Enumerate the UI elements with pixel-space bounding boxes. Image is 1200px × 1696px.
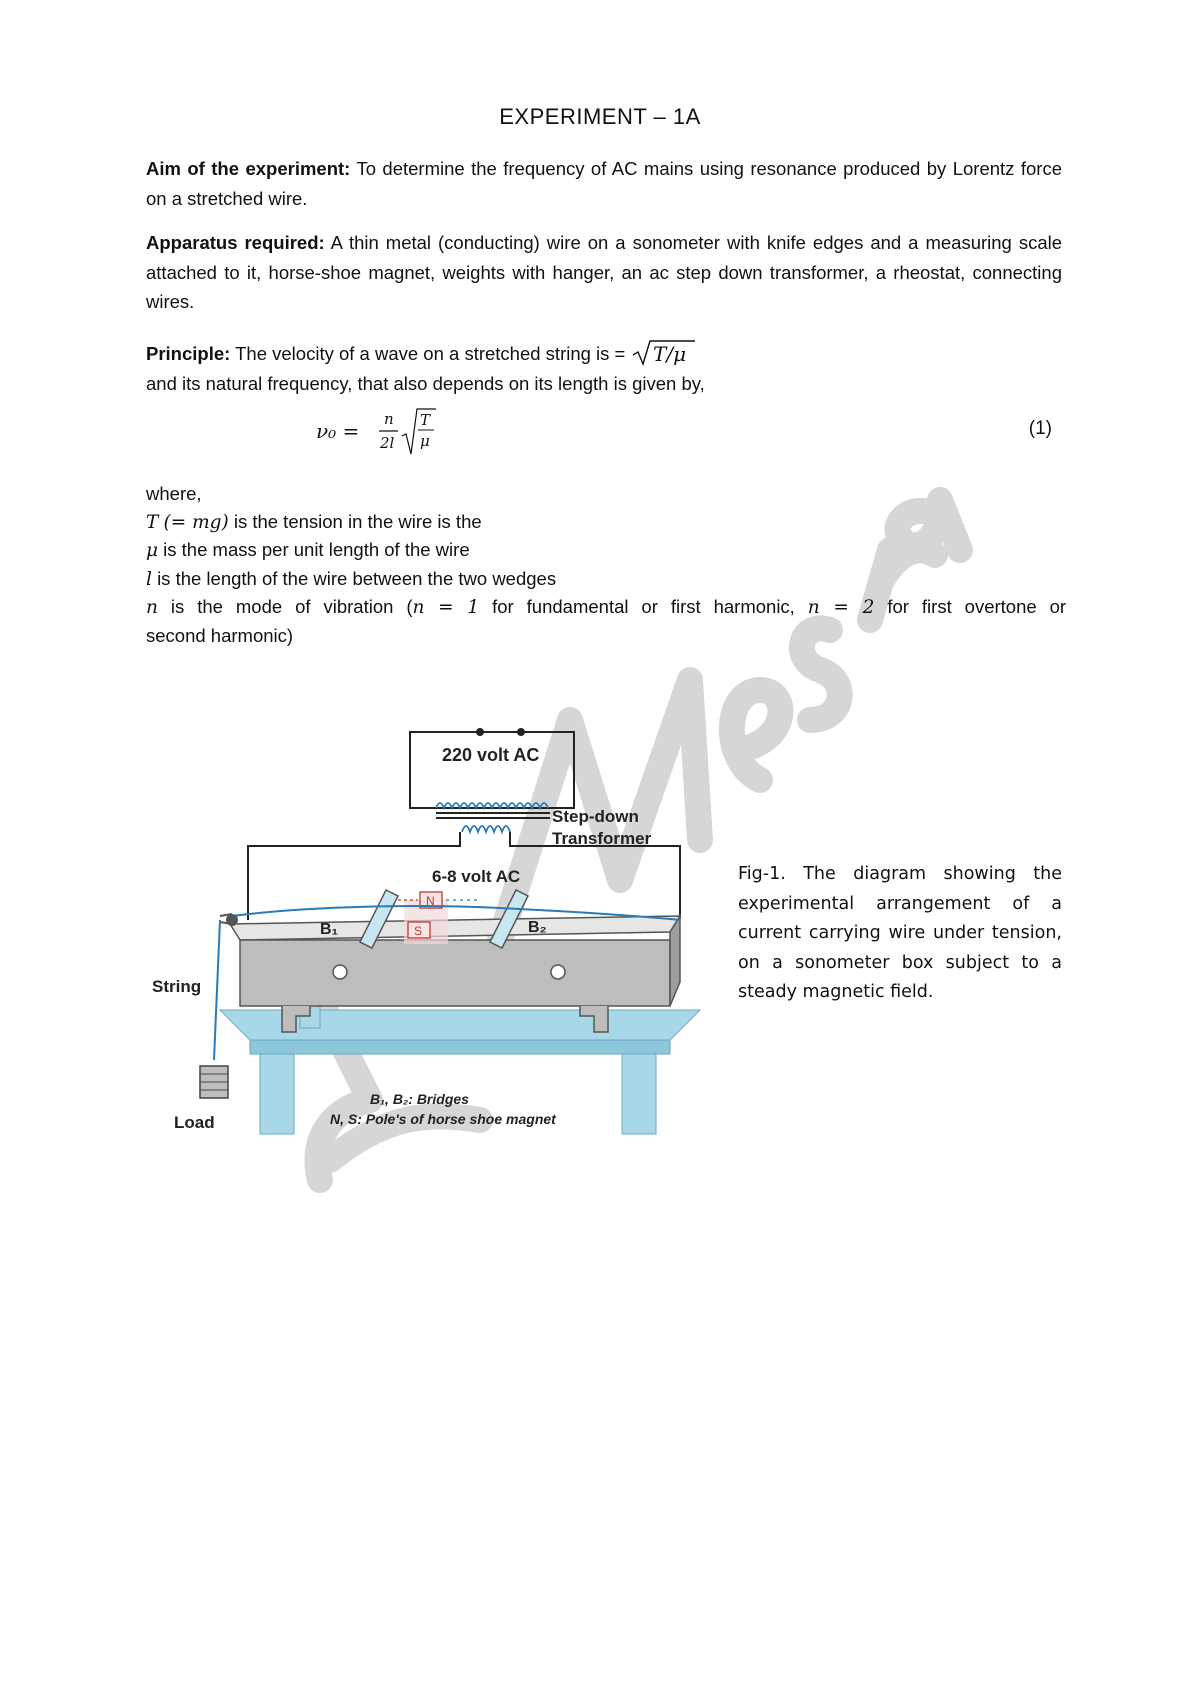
svg-text:T/μ: T/μ <box>652 342 686 366</box>
length-text: is the length of the wire between the two wedges <box>157 567 557 589</box>
mu-text: is the mass per unit length of the wire <box>163 539 470 560</box>
legend-poles: N, S: Pole's of horse shoe magnet <box>330 1111 556 1127</box>
mode-def <box>146 593 1066 622</box>
transformer-label-2: Transformer <box>552 829 652 848</box>
bridge-b2-label: B₂ <box>528 919 547 936</box>
length-symbol: l <box>146 568 152 590</box>
aim-paragraph <box>146 154 1062 213</box>
eq-denominator: 2l <box>380 434 395 452</box>
eq-lhs: ν₀ = <box>316 419 360 443</box>
principle-label: Principle: <box>146 343 231 364</box>
supply-label: 220 volt AC <box>442 745 540 765</box>
velocity-formula-svg <box>631 338 697 368</box>
mode-eq-1: n = 1 <box>412 597 480 618</box>
eq-numerator: n <box>384 410 394 428</box>
principle-text-2: and its natural frequency, that also depends on its length is given by, <box>146 372 705 394</box>
secondary-coil <box>462 826 510 832</box>
mode-text-1: is the mode of vibration ( <box>170 596 413 617</box>
mode-eq-2: n = 2 <box>807 597 875 618</box>
terminal-2 <box>517 728 525 736</box>
apparatus-paragraph <box>146 228 1062 317</box>
sonometer-diagram <box>152 720 720 1140</box>
load-label: Load <box>174 1113 215 1132</box>
transformer-label-1: Step-down <box>552 807 639 826</box>
frequency-formula <box>316 402 476 460</box>
mu-symbol: μ <box>146 540 159 561</box>
page-title: EXPERIMENT – 1A <box>499 104 701 129</box>
secondary-label: 6-8 volt AC <box>432 867 521 886</box>
eq-root-den: μ <box>420 432 430 450</box>
where-line: where, <box>146 483 202 504</box>
legend-bridges: B₁, B₂: Bridges <box>370 1091 469 1107</box>
principle-paragraph <box>146 338 1062 398</box>
magnet-n-label: N <box>426 894 435 908</box>
aim-text: To determine the frequency of AC mains using resonance produced by Lorentz force on a stretched wire. <box>146 158 1062 209</box>
apparatus-text: A thin metal (conducting) wire on a sonometer with knife edges and a measuring scale attached to it, horse-shoe magnet, weights with hanger, an ac step down transformer, a rheostat, connecting wires. <box>146 232 1063 312</box>
tension-equality: (= mg) <box>163 511 229 533</box>
terminal-1 <box>476 728 484 736</box>
eq-root-num: T <box>420 411 431 429</box>
mode-text-3: for first overtone or <box>887 596 1067 617</box>
figure-caption: Fig-1. The diagram showing the experimental arrangement of a current carrying wire under tension, on a sonometer box subject to a steady magnetic field. <box>738 864 1062 1002</box>
velocity-expression <box>631 341 697 365</box>
aim-label: Aim of the experiment: <box>146 158 351 179</box>
length-def <box>146 565 1066 594</box>
mu-def <box>146 536 1066 565</box>
definitions <box>146 480 1066 649</box>
magnet-s-label: S <box>414 924 423 938</box>
tension-def <box>146 508 1066 537</box>
bridge-b1-label: B₁ <box>320 921 339 938</box>
string-label: String <box>152 977 202 996</box>
sonometer-figure <box>152 720 720 1140</box>
equation-number: (1) <box>1028 418 1052 439</box>
mode-def-cont: second harmonic) <box>146 624 294 646</box>
mode-text-2: for fundamental or first harmonic, <box>492 596 795 617</box>
principle-text: The velocity of a wave on a stretched string is = <box>235 343 626 364</box>
apparatus-label: Apparatus required: <box>146 232 325 253</box>
tension-symbol: T <box>146 511 159 533</box>
tension-text: is the tension in the wire is the <box>233 510 482 532</box>
equation-1 <box>146 402 1062 462</box>
primary-coil <box>436 803 548 808</box>
mode-symbol: n <box>146 597 158 618</box>
